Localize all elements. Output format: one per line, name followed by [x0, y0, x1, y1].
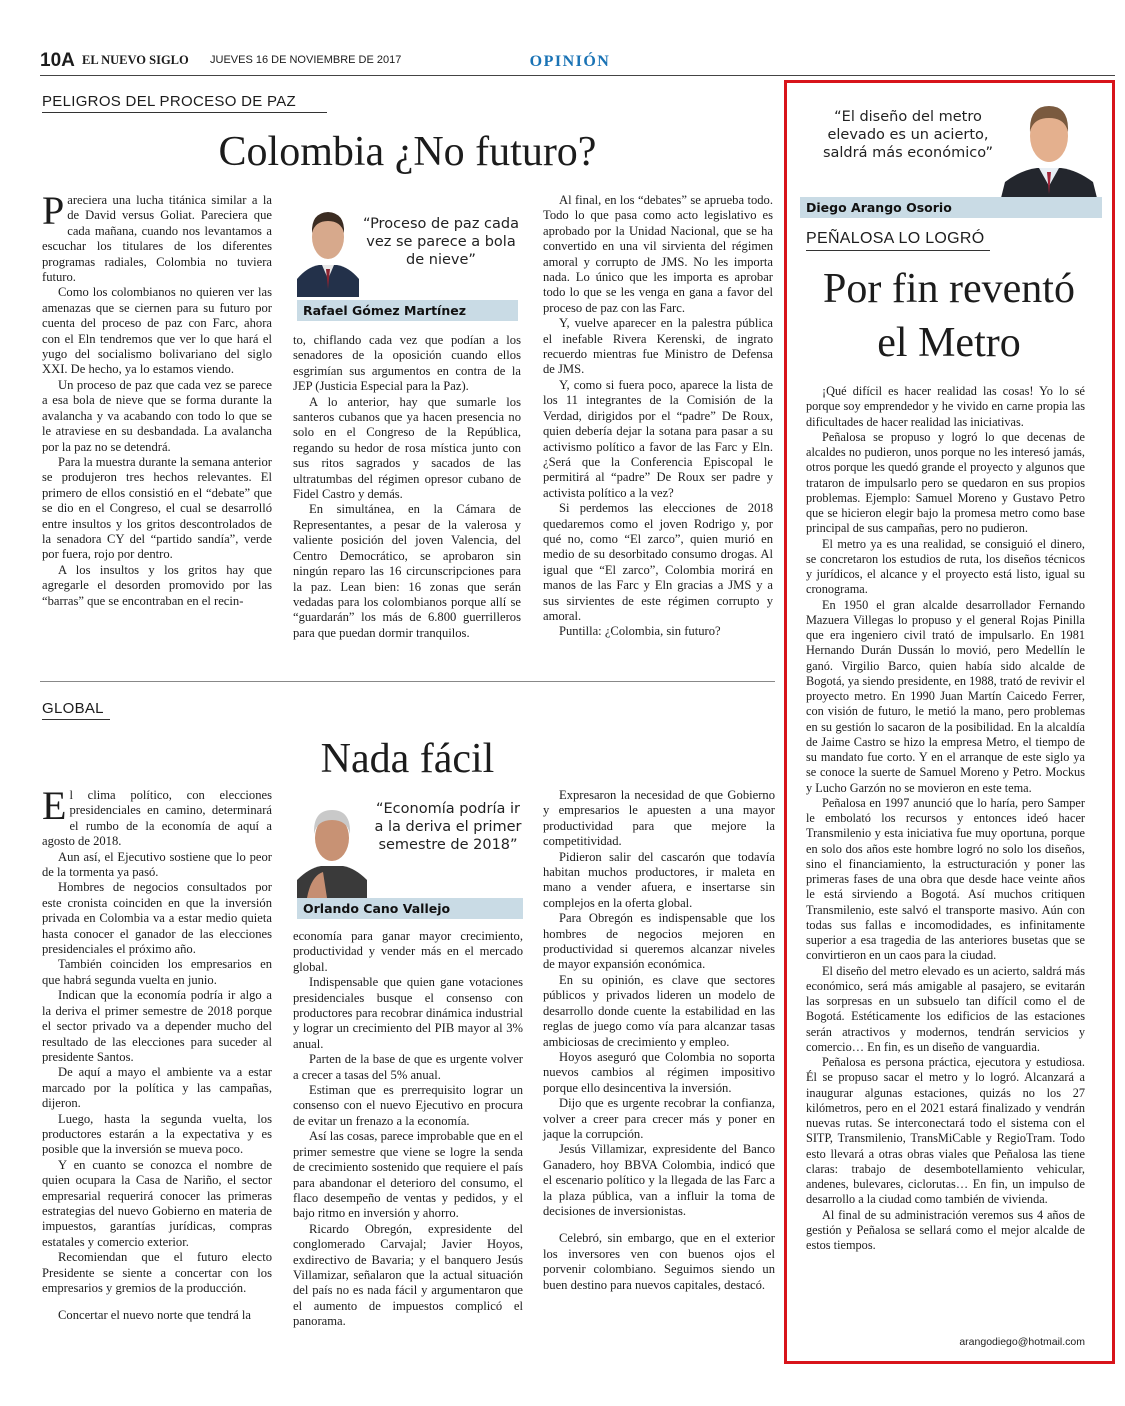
- author-email: arangodiego@hotmail.com: [959, 1336, 1085, 1348]
- article1-section-label: PELIGROS DEL PROCESO DE PAZ: [42, 93, 327, 113]
- article2-pull-quote: “Economía podría ir a la deriva el primer semestre de 2018”: [374, 801, 522, 853]
- article1-column-1: Pareciera una lucha titánica similar a la de David versus Goliat. Pareciera que cada mañana, cuando nos levantamos a escuchar los titulares de los diferentes programas radiales, Colombia no tuviera futuro. Como los colombianos no quieren ver las amenazas que se ciernen para su futuro por cuenta del proceso de paz con Farc, ahora con el Eln tendremos que ver lo que hará el yugo del socialismo bolivariano del siglo XXI. De hecho, ya lo estamos viendo. Un proceso de paz que cada vez se parece a esa bola de nieve que se forma durante la avalancha y va acabando con todo lo que se le atraviese en su desbandada. La avalancha por la paz no se detendrá. Para la muestra durante la semana anterior se produjeron tres hechos relevantes. El primero de ellos consistió en el “debate” que se dio en el Congreso, el cual se desarrolló entre insultos y los gritos descontrolados de la senadora CY del “partido sandía”, verde por fuera, rojo por dentro. A los insultos y los gritos hay que agregarle el desorden promovido por las “barras” que se encontraban en el recin-: [42, 188, 272, 608]
- article1-author-box: [293, 193, 518, 321]
- section-name: OPINIÓN: [529, 53, 611, 70]
- article1-column-2: to, chiflando cada vez que podían a los senadores de la oposición cuando ellos esgrimían sus argumentos en contra de la JEP (Justicia Especial para la Paz). A lo anterior, hay que sumarle los santeros cubanos que ya hacen presencia no solo en el Congreso de la República, regando su hedor de rosa mística junto con sus ritos sagrados y sacados de las ultratumbas del régimen opresor cubano de Fidel Castro y demás. En simultánea, en la Cámara de Representantes, a pesar de la valerosa y valiente posición del joven Valencia, del Centro Democrático, se aprobaron sin ningún reparo las 16 circunscripciones para la paz. Lean bien: 16 zonas que serán vedadas para los colombianos porque allí se “guardarán” los más de 6.800 guerrilleros para que puedan dormir tranquilos.: [293, 333, 521, 640]
- article-separator: [40, 681, 775, 682]
- dropcap: E: [42, 783, 67, 828]
- article3-author-box: [796, 92, 1102, 218]
- newspaper-name: EL NUEVO SIGLO: [82, 53, 189, 67]
- article2-column-1: El clima político, con elecciones presidenciales en camino, determinará el rumbo de la economía de aquí a agosto de 2018. Aun así, el Ejecutivo sostiene que lo peor de la tormenta ya pasó. Hombres de negocios consultados por este cronista coinciden en que la inversión privada en Colombia va a estar medio quieta hasta conocer el ganador de las elecciones presidenciales el próximo año. También coinciden los empresarios en que habrá segunda vuelta en junio. Indican que la economía podría ir algo a la deriva el primer semestre de 2018 porque el sector privado va a depender mucho del resultado de las elecciones para suceder al presidente Santos. De aquí a mayo el ambiente va a estar marcado por la política y las campañas, dijeron. Luego, hasta la segunda vuelta, los productores estarán a la expectativa y es posible que la inversión se mueva poco. Y en cuanto se conozca el nombre de quien ocupara la Casa de Nariño, el sector empresarial requerirá conocer las primeras estrategias del nuevo Gobierno en materia de impuestos, garantías jurídicas, compras estatales y comercio exterior. Recomiendan que el futuro electo Presidente se siente a concertar con los empresarios y gremios de la producción. Concertar el nuevo norte que tendrá la: [42, 783, 272, 1323]
- author-photo: [297, 798, 367, 898]
- page-number: 10A: [40, 50, 75, 71]
- article1-title: Colombia ¿No futuro?: [218, 129, 597, 175]
- article1-column-3: Al final, en los “debates” se aprueba todo. Todo lo que pasa como acto legislativo es aprobado por la Unidad Nacional, que se ha convertido en una vil sirvienta del régimen amoral y corrupto de JMS. No les importa nada. Lo único que les importa es aprobar todo lo que se les venga en gana a favor del proceso de paz con las Farc. Y, vuelve aparecer en la palestra pública el inefable Rivera Kerenski, de ingrato recuerdo mientras fue Ministro de Defensa de JMS. Y, como si fuera poco, aparece la lista de los 11 integrantes de la Comisión de la Verdad, dirigidos por el “padre” De Roux, quien debería dejar la sotana para pasar a su activismo político a favor de las Farc y Eln. ¿Será que la Conferencia Episcopal le permitirá al “padre” De Roux ser padre y activista político a la vez? Si perdemos las elecciones de 2018 quedaremos como el joven Rodrigo y, por qué no, como “El zarco”, quien murió en medio de su desorbitado consumo drogas. Al igual que “El zarco”, Colombia morirá en manos de las Farc y Eln gracias a JMS y a sus sirvientes de este régimen corrupto y amoral. Puntilla: ¿Colombia, sin futuro?: [543, 193, 773, 639]
- dropcap: P: [42, 188, 65, 233]
- article3-title-line-1: Por fin reventó: [823, 266, 1075, 312]
- article2-title: Nada fácil: [320, 736, 495, 782]
- article3-author-name: Diego Arango Osorio: [800, 197, 1102, 218]
- author-photo: [1001, 94, 1097, 198]
- article1-pull-quote: “Proceso de paz cada vez se parece a bola de nieve”: [363, 216, 519, 268]
- article2-column-3: Expresaron la necesidad de que Gobierno y empresarios le apuesten a una mayor productividad para que mejore la competitividad. Pidieron salir del cascarón que todavía habitan muchos productores, ir maleta en mano a vender afuera, e insertarse sin complejos en la oferta global. Para Obregón es indispensable que los hombres de negocios mejoren en productividad si queremos alcanzar niveles de mayor expansión económica. En su opinión, es clave que sectores públicos y privados lideren un modelo de desarrollo donde cuente la estabilidad en las reglas de juego como vía para alcanzar tasas ambiciosas de crecimiento y empleo. Hoyos aseguró que Colombia no soporta nuevos cambios al régimen impositivo porque ello desincentiva la inversión. Dijo que es urgente recobrar la confianza, volver a creer para crecer más y poner en jaque la corrupción. Jesús Villamizar, expresidente del Banco Ganadero, hoy BBVA Colombia, indicó que el escenario político y la llegada de las Farc a la plaza pública, van a influir la toma de decisiones de inversionistas. Celebró, sin embargo, que en el exterior los inversores ven con buenos ojos el porvenir colombiano. Seguimos siendo un buen destino para nuevos capitales, destacó.: [543, 788, 775, 1292]
- article2-section-label: GLOBAL: [42, 700, 110, 720]
- author-photo: [297, 199, 359, 297]
- article3-pull-quote: “El diseño del metro elevado es un acierto, saldrá más económico”: [822, 109, 994, 161]
- article3-section-label: PEÑALOSA LO LOGRÓ: [806, 230, 990, 251]
- article2-column-2: economía para ganar mayor crecimiento, productividad y vender más en el mercado global. Indispensable que quien gane votaciones presidenciales busque el consenso con productores para recobrar dinámica industrial y lograr un crecimiento del PIB mayor al 3% anual. Parten de la base de que es urgente volver a crecer a tasas del 5% anual. Estiman que es prerrequisito lograr un consenso con el nuevo Ejecutivo en procura de evitar un frenazo a la economía. Así las cosas, parece improbable que en el primer semestre que viene se logre la senda de crecimiento sostenido que requiere el país para abandonar el deterioro del consumo, el flaco desempeño de ventas y pedidos, y el bajo ritmo en inversión y ahorro. Ricardo Obregón, expresidente del conglomerado Carvajal; Javier Hoyos, exdirectivo de Bavaria; y el banquero Jesús Villamizar, señalaron que la actual situación del país no es nada fácil y argumentaron que el aumento de impuestos complicó el panorama.: [293, 929, 523, 1329]
- issue-date: JUEVES 16 DE NOVIEMBRE DE 2017: [210, 54, 402, 66]
- article3-title: [796, 262, 1102, 370]
- article3-body: ¡Qué difícil es hacer realidad las cosas! Yo lo sé porque soy emprendedor y he vivido en carne propia las dificultades de hacer realidad las iniciativas. Peñalosa se propuso y logró lo que decenas de alcaldes no pudieron, unos porque no les interesó jamás, otros porque les quedó grande el proyecto y algunos que trataron de impulsarlo pero se quedaron en sus propios problemas. Ejemplo: Samuel Moreno y Gustavo Petro que se hicieron elegir bajo la promesa metro como base principal de sus campañas, pero no pudieron. El metro ya es una realidad, se consiguió el dinero, se concretaron los estudios de ruta, los diseños técnicos y jurídicos, el alcance y el proyecto está listo, igual su cronograma. En 1950 el gran alcalde desarrollador Fernando Mazuera Villegas lo propuso y el general Rojas Pinilla que era ingeniero civil trató de impulsarlo. En 1981 Hernando Durán Dussán lo movió, pero Medellín le ganó. Virgilio Barco, quien había sido alcalde de Bogotá, ya siendo presidente, en 1988, trató de revivir el proyecto metro. En 1990 Juan Martín Caicedo Ferrer, con visión de futuro, le metió la mano, pero problemas en su gestión lo sacaron de la posibilidad. En la alcaldía de Jaime Castro se hizo la empresa Metro, el tiempo de su mandato fue corto. Y en el arranque de este siglo ya se conoce la suerte de Samuel Moreno y Petro. Mockus y Lucho Garzón no se movieron en este tema. Peñalosa en 1997 anunció que lo haría, pero Samper le embolató los recursos y entonces ideó hacer Transmilenio y esta iniciativa fue muy oportuna, porque en solo dos años este hombre logró no solo los diseños, sino el financiamiento, la estructuración y poner las primeras fases de una obra que desde hace veinte años le está sirviendo a Bogotá. Así muchos critiquen Transmilenio, este salvó el transporte masivo. Aún con todas sus fallas e incomodidades, es infinitamente superior a esa tragedia de las anteriores busetas que se convirtieron en un caos para la ciudad. El diseño del metro elevado es un acierto, saldrá más económico, será más amigable al pasajero, se evitarán las sorpresas en un subsuelo tan difícil como el de Bogotá. Estéticamente los edificios de las estaciones serán atractivos y modernos, tendrán servicios y comercio… En fin, es un diseño de vanguardia. Peñalosa es persona práctica, ejecutora y estudiosa. Él se propuso sacar el metro y lo logró. Alcanzará a inaugurar algunas estaciones, quizás no los 27 kilómetros, pero en el 2021 estará finalizado y vendrán nuevas rutas. Se interconectará todo el sistema con el SITP, Transmilenio, TransMiCable y RegioTram. Todo esto llevará a otras obras viales que Peñalosa las tiene claras: trabajo de desembotellamiento vehicular, andenes, bulevares, ciclorutas… En fin, un impulso de desarrollo a la ciudad como también de vivienda. Al final de su administración veremos sus 4 años de gestión y Peñalosa se sellará como el mejor alcalde de estos tiempos.: [806, 384, 1085, 1252]
- article2-author-name: Orlando Cano Vallejo: [297, 898, 523, 919]
- article1-author-name: Rafael Gómez Martínez: [297, 300, 518, 321]
- article3-title-line-2: el Metro: [877, 320, 1021, 366]
- page-header: [40, 50, 1115, 76]
- article2-author-box: [293, 790, 523, 918]
